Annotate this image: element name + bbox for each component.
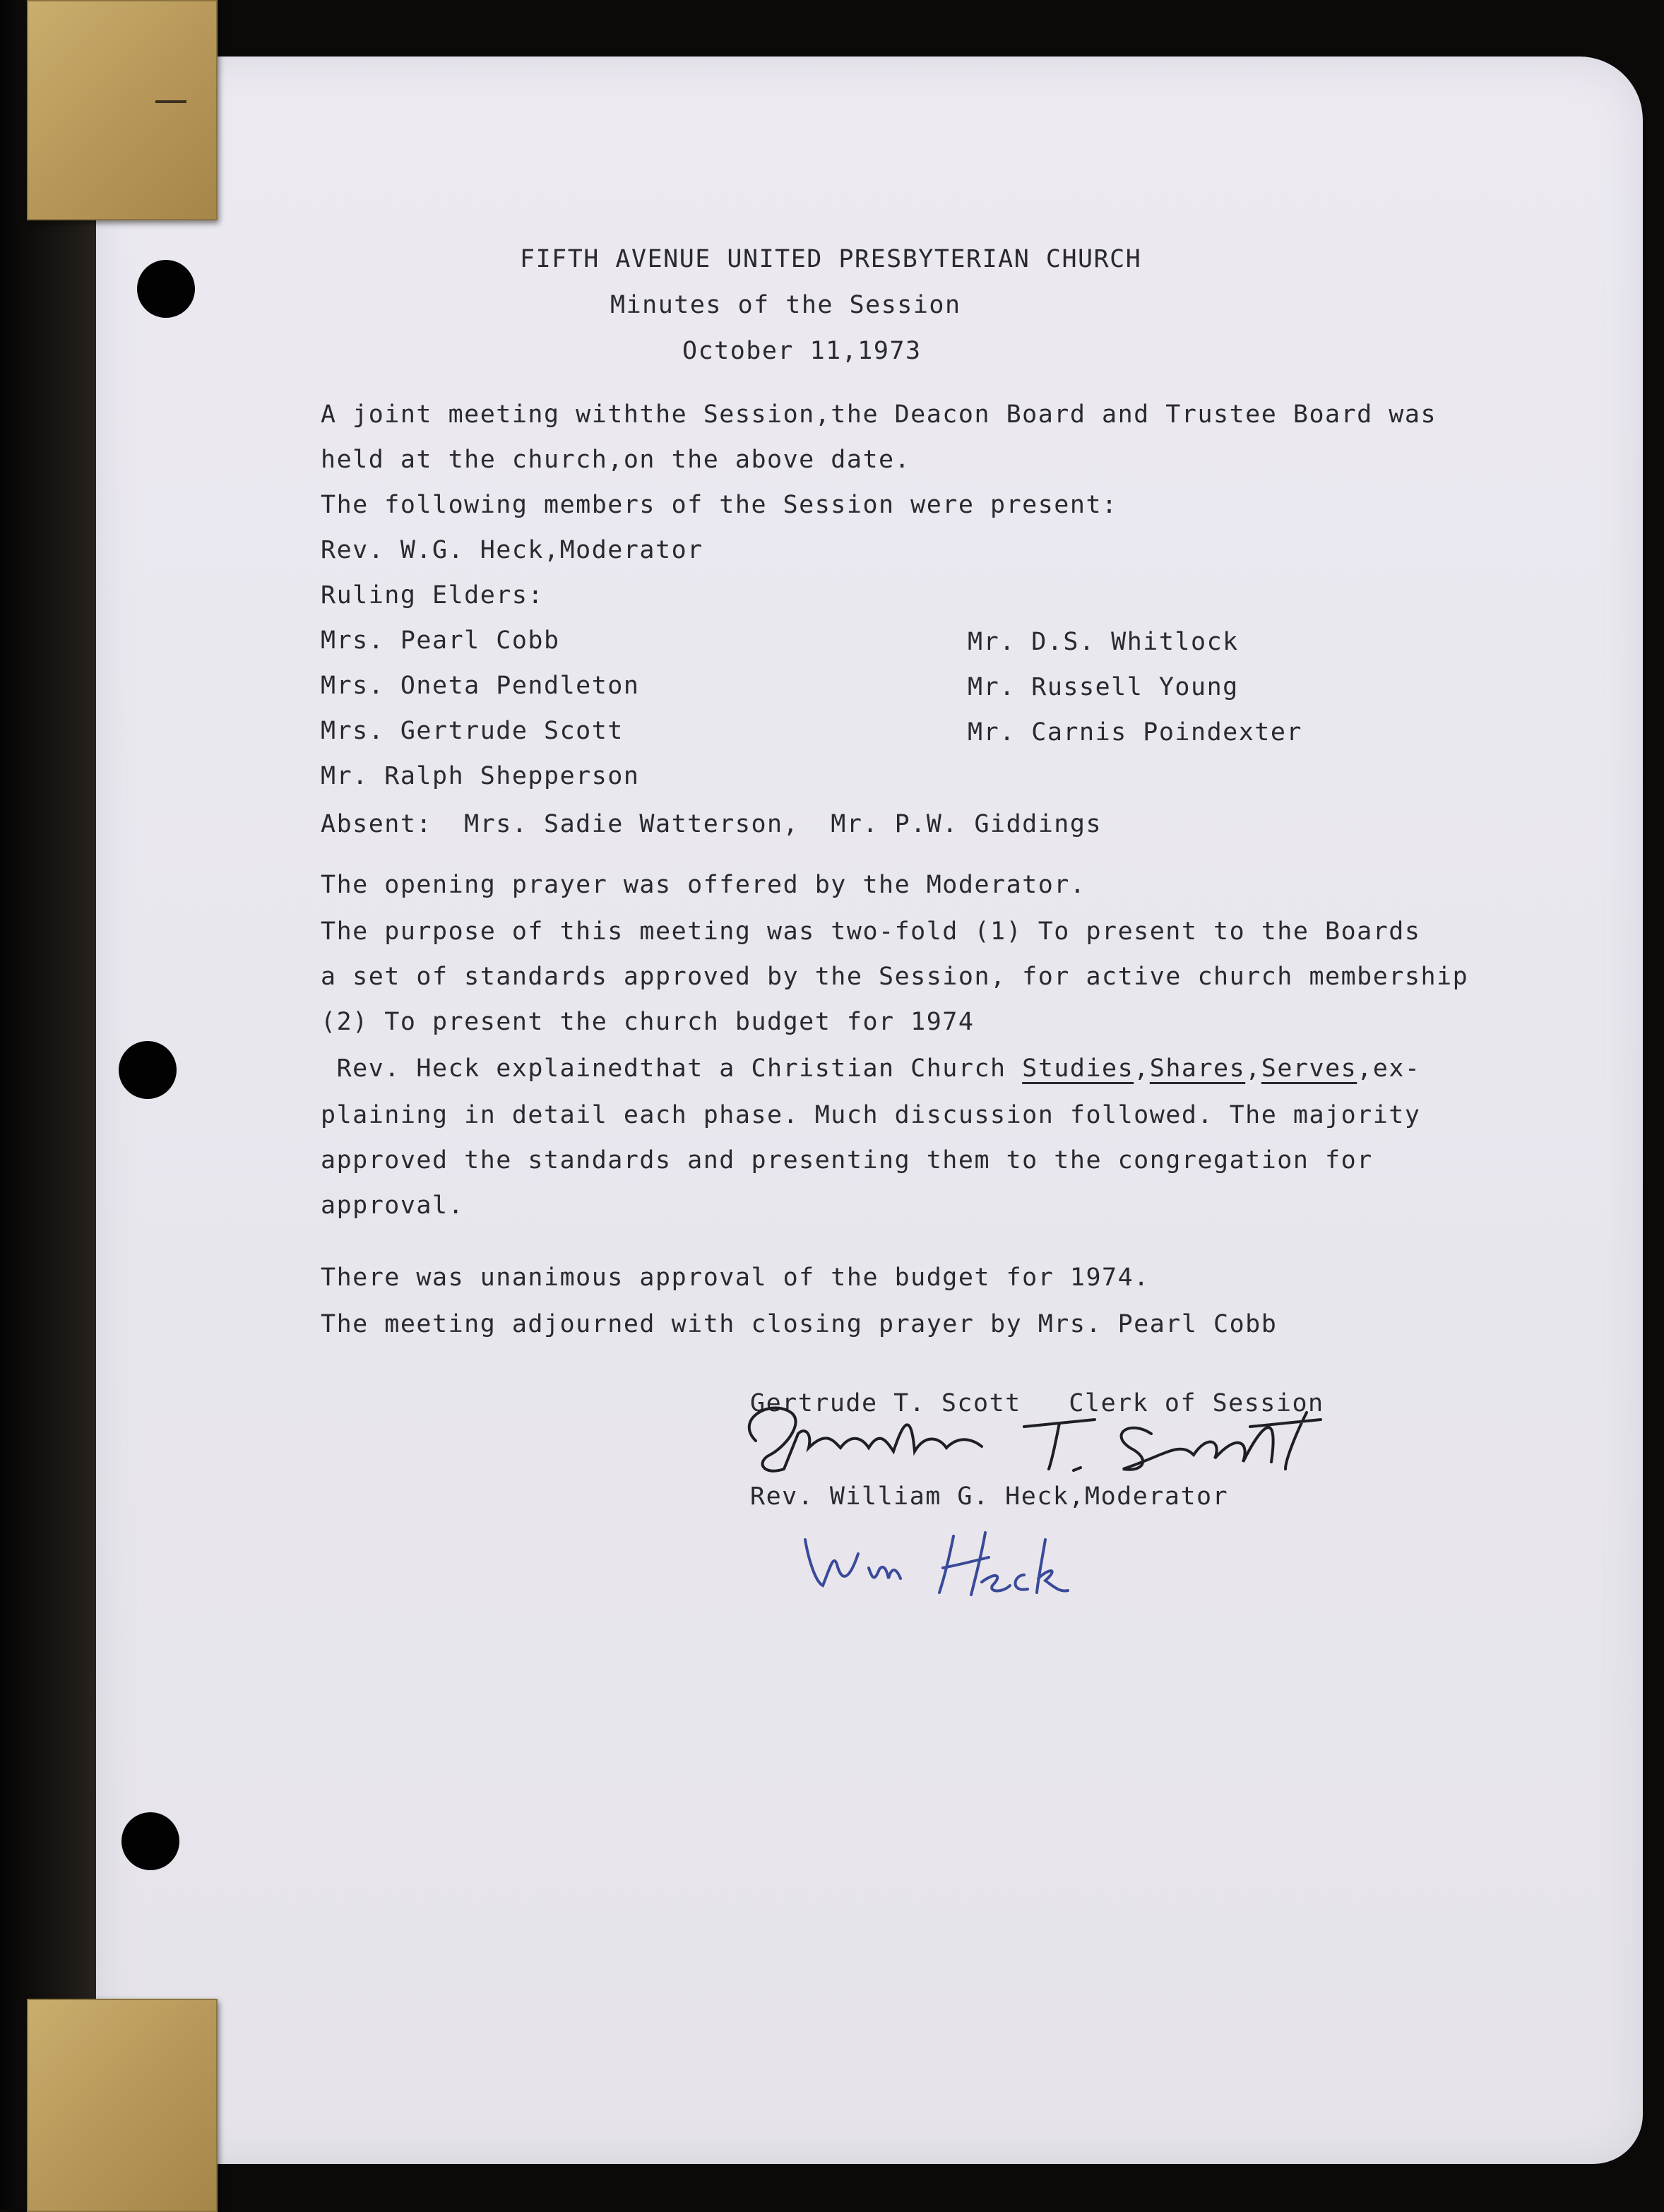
intro-line-2: held at the church,on the above date. [321,446,911,474]
adjournment-line: The meeting adjourned with closing prayer by Mrs. Pearl Cobb [321,1310,1278,1338]
elder-left-2: Mrs. Oneta Pendleton [321,672,640,700]
elder-left-3: Mrs. Gertrude Scott [321,717,624,745]
elder-right-3: Mr. Carnis Poindexter [968,718,1303,747]
elder-left-4: Mr. Ralph Shepperson [321,762,640,790]
clip-mark [155,100,186,103]
heck-line-4: approval. [321,1191,465,1220]
moderator-signature [791,1526,1074,1603]
clerk-signature [727,1391,1377,1483]
heck-comma-1: , [1134,1054,1150,1083]
intro-line-1: A joint meeting withthe Session,the Deacon Board and Trustee Board was [321,400,1437,429]
purpose-line-1: The purpose of this meeting was two-fold (1) To present to the Boards [321,917,1421,946]
purpose-line-3: (2) To present the church budget for 1974 [321,1008,975,1036]
shares-word: Shares [1149,1054,1246,1083]
punch-hole-middle [119,1041,177,1099]
church-title: FIFTH AVENUE UNITED PRESBYTERIAN CHURCH [520,245,1142,273]
metal-clip-top [27,0,218,220]
heck-line-1-suffix: ,ex- [1357,1054,1421,1083]
heck-line-1 [321,1054,1421,1083]
heck-comma-2: , [1245,1054,1261,1083]
heck-line-1-prefix: Rev. Heck explainedthat a Christian Church [321,1054,1023,1083]
clerk-typed-name: Gertrude T. Scott Clerk of Session [750,1389,1324,1417]
opening-prayer-line: The opening prayer was offered by the Moderator. [321,871,1086,899]
moderator-typed-name: Rev. William G. Heck,Moderator [750,1482,1229,1511]
serves-word: Serves [1261,1054,1357,1083]
minutes-subtitle: Minutes of the Session [610,291,961,319]
elder-right-2: Mr. Russell Young [968,673,1239,701]
elder-left-1: Mrs. Pearl Cobb [321,626,560,655]
meeting-date: October 11,1973 [682,337,922,365]
heck-line-3: approved the standards and presenting them to the congregation for [321,1146,1373,1175]
members-present-line: The following members of the Session were present: [321,491,1118,519]
binder-edge [0,0,106,2209]
moderator-line: Rev. W.G. Heck,Moderator [321,536,703,564]
budget-approval-line: There was unanimous approval of the budget for 1974. [321,1263,1150,1292]
heck-line-2: plaining in detail each phase. Much discussion followed. The majority [321,1101,1421,1129]
punch-hole-bottom [121,1812,179,1870]
studies-word: Studies [1022,1054,1134,1083]
elder-right-1: Mr. D.S. Whitlock [968,628,1239,656]
metal-clip-bottom [27,1999,218,2212]
punch-hole-top [137,260,195,318]
purpose-line-2: a set of standards approved by the Session, for active church membership [321,963,1469,991]
absent-line: Absent: Mrs. Sadie Watterson, Mr. P.W. Giddings [321,810,1103,838]
ruling-elders-label: Ruling Elders: [321,581,545,610]
